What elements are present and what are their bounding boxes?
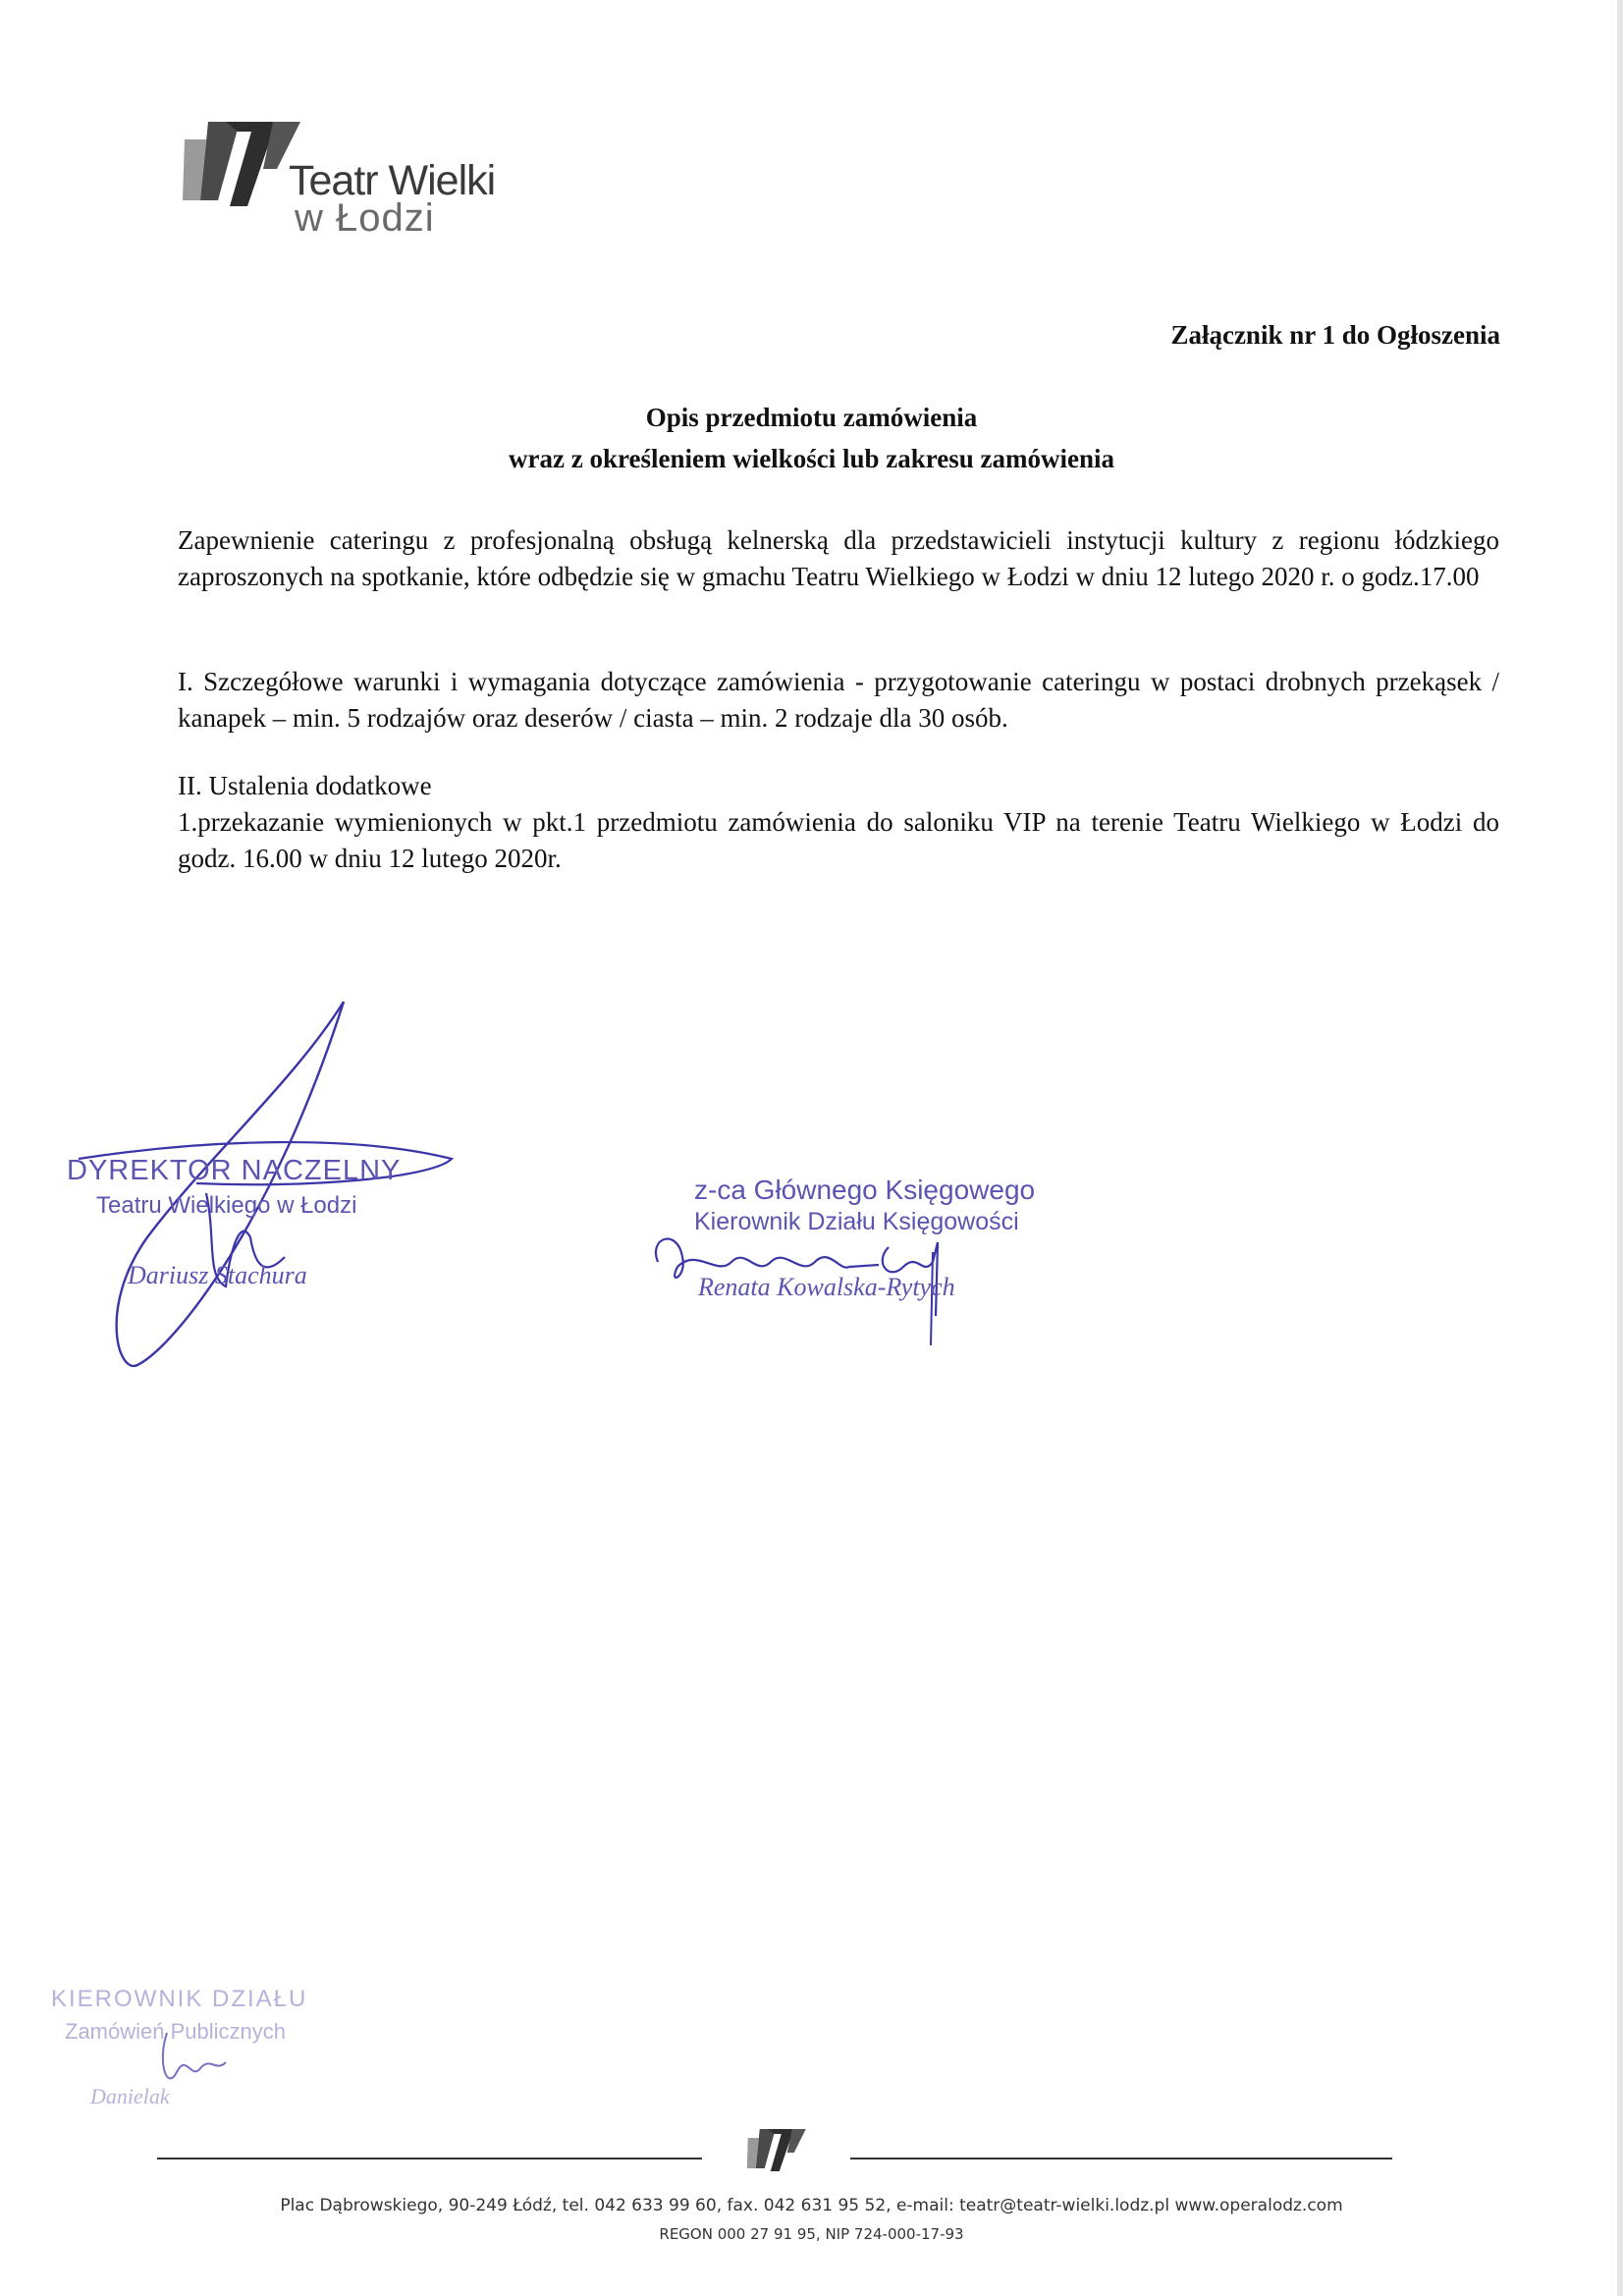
page-edge-shadow	[1617, 0, 1623, 2296]
footer-divider-right	[850, 2158, 1392, 2159]
logo-text-line2: w Łodzi	[295, 196, 435, 240]
accounting-stamp-department: Kierownik Działu Księgowości	[694, 1208, 1019, 1235]
logo-text-line1: Teatr Wielki	[289, 157, 496, 204]
director-stamp-name: Dariusz Stachura	[128, 1261, 307, 1289]
director-stamp-institution: Teatru Wielkiego w Łodzi	[96, 1192, 357, 1219]
section-1-text: I. Szczegółowe warunki i wymagania dotyczące zamówienia - przygotowanie cateringu w postaci drobnych przekąsek / kanapek – min. 5 rodzajów oraz deserów / ciasta – min. 2 rodzaje dla 30 osób.	[178, 667, 1499, 733]
logo-mark-icon	[179, 110, 301, 208]
footer-logo-mark-icon	[744, 2123, 807, 2172]
section-2-heading: II. Ustalenia dodatkowe	[178, 771, 432, 800]
intro-text: Zapewnienie cateringu z profesjonalną obsługą kelnerską dla przedstawicieli instytucji kultury z regionu łódzkiego zaproszonych na spotkanie, które odbędzie się w gmachu Teatru Wielkiego w Łodzi w dniu 12 lutego 2020 r. o godz.17.00	[178, 525, 1499, 591]
document-title: Opis przedmiotu zamówienia	[645, 403, 978, 432]
procurement-stamp-name: Danielak	[90, 2084, 170, 2108]
section-2-item-1: 1.przekazanie wymienionych w pkt.1 przedmiotu zamówienia do saloniku VIP na terenie Teatru Wielkiego w Łodzi do godz. 16.00 w dniu 12 lutego 2020r.	[178, 807, 1499, 873]
theatre-logo	[179, 106, 513, 244]
intro-paragraph	[178, 522, 1499, 595]
footer-divider-left	[157, 2158, 702, 2159]
accounting-stamp-title: z-ca Głównego Księgowego	[694, 1175, 1036, 1205]
section-2	[178, 768, 1499, 877]
footer-registry: REGON 000 27 91 95, NIP 724-000-17-93	[659, 2225, 964, 2243]
procurement-stamp-title: KIEROWNIK DZIAŁU	[51, 1986, 308, 2012]
annex-label: Załącznik nr 1 do Ogłoszenia	[1170, 320, 1500, 350]
document-subtitle: wraz z określeniem wielkości lub zakresu zamówienia	[509, 444, 1114, 473]
director-stamp-title: DYREKTOR NACZELNY	[67, 1155, 402, 1186]
accounting-stamp-name: Renata Kowalska-Rytych	[698, 1273, 955, 1301]
procurement-stamp-department: Zamówień Publicznych	[65, 2019, 286, 2044]
section-1	[178, 664, 1499, 737]
footer-address: Plac Dąbrowskiego, 90-249 Łódź, tel. 042 633 99 60, fax. 042 631 95 52, e-mail: teatr@teatr-wielki.lodz.pl www.operalodz.com	[280, 2196, 1343, 2215]
